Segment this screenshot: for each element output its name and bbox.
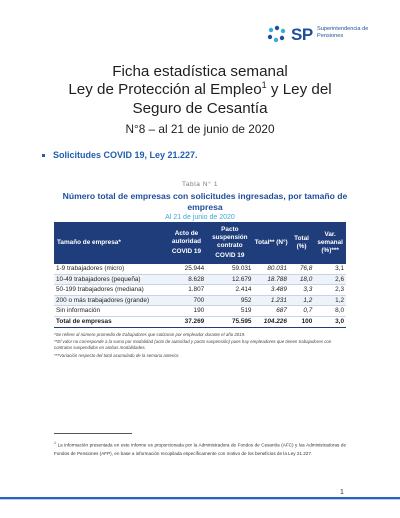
- table-label: Tabla N° 1: [181, 181, 219, 188]
- table-row: [54, 295, 346, 306]
- cell-total-pct: 3,3: [289, 285, 314, 296]
- cell-total-n: 18.788: [253, 274, 288, 285]
- cell-total-n: 104.226: [253, 316, 288, 327]
- title-line-2-pre: Ley de Protección al Empleo: [68, 81, 262, 98]
- cell-total-n: 80.031: [253, 264, 288, 274]
- note-3: ***Variación respecto del total acumulado de la semana anterior.: [54, 352, 180, 358]
- report-number-date: N°8 – al 21 de junio de 2020: [125, 122, 275, 136]
- cell-category: 200 o más trabajadores (grande): [54, 295, 167, 306]
- cell-total-pct: 0,7: [289, 306, 314, 317]
- table-row: [54, 306, 346, 317]
- cell-var: 2,3: [314, 285, 346, 296]
- table-row: [54, 285, 346, 296]
- cell-var: 2,6: [314, 274, 346, 285]
- section-bullet-text: Solicitudes COVID 19, Ley 21.227.: [53, 150, 198, 160]
- cell-total-pct: 100: [289, 316, 314, 327]
- cell-acto: 25.944: [167, 264, 206, 274]
- footnote-text: La información presentada en este informe es proporcionada por la Administradora de Fondos de Cesantía (AFC) y las Administradoras de Fondos de Pensiones (AFP), en base a información recopilada específicamente con motivo de los beneficios de la Ley 21.227.: [54, 442, 347, 456]
- header-total-n: Total** (N°): [253, 222, 288, 264]
- logo-swirl-icon: [265, 24, 289, 46]
- title-line-1: Ficha estadística semanal: [112, 63, 288, 80]
- cell-category: Sin información: [54, 306, 167, 317]
- footnote-ref: 1: [261, 79, 267, 90]
- cell-pacto: 59.031: [206, 264, 253, 274]
- footnote-divider: [54, 433, 132, 434]
- cell-category: Total de empresas: [54, 316, 167, 327]
- header-pacto: [206, 222, 253, 264]
- title-line-2: [0, 80, 400, 99]
- header-pacto-main: Pacto suspensión contrato: [212, 226, 248, 249]
- title-line-2-post: y Ley del: [266, 81, 332, 98]
- cell-pacto: 519: [206, 306, 253, 317]
- superintendencia-logo: [265, 22, 390, 48]
- footnote: [54, 439, 346, 458]
- section-bullet: [42, 150, 198, 160]
- cell-pacto: 952: [206, 295, 253, 306]
- note-2: **El valor no corresponde a la suma por modalidad (acto de autoridad y pacto suspensión) pues hay empleadores que tienen trabajadores con contratos suspendidos en ambas modalidades.: [54, 339, 332, 351]
- cell-var: 1,2: [314, 295, 346, 306]
- cell-pacto: 2.414: [206, 285, 253, 296]
- note-1: *Se refiere al número promedio de trabajadores que cotizaron por empleador durante el año 2019.: [54, 332, 246, 337]
- footer-band-light: [0, 499, 400, 500]
- cell-acto: 190: [167, 306, 206, 317]
- header-pacto-sub: COVID 19: [215, 252, 245, 259]
- logo-sp-text: SP: [291, 25, 313, 44]
- logo-name-text: Superintendencia de Pensiones: [317, 26, 369, 39]
- table-notes: [54, 332, 348, 360]
- header-acto: [167, 222, 206, 264]
- cell-total-pct: 76,8: [289, 264, 314, 274]
- cell-total-n: 687: [253, 306, 288, 317]
- header-var: Var. semanal (%)***: [314, 222, 346, 264]
- companies-table: [54, 222, 346, 328]
- cell-acto: 8.628: [167, 274, 206, 285]
- cell-total-pct: 1,2: [289, 295, 314, 306]
- page-number: 1: [340, 489, 344, 496]
- cell-pacto: 12.679: [206, 274, 253, 285]
- cell-category: 50-199 trabajadores (mediana): [54, 285, 167, 296]
- header-size: Tamaño de empresa*: [54, 222, 167, 264]
- cell-category: 1-9 trabajadores (micro): [54, 264, 167, 274]
- cell-acto: 37.269: [167, 316, 206, 327]
- table-row: [54, 264, 346, 274]
- bullet-icon: [42, 154, 45, 157]
- cell-var: 3,1: [314, 264, 346, 274]
- cell-var: 8,0: [314, 306, 346, 317]
- footnote-mark: 1: [54, 441, 56, 445]
- cell-acto: 700: [167, 295, 206, 306]
- cell-total-n: 3.489: [253, 285, 288, 296]
- table-row: [54, 274, 346, 285]
- title-line-3: Seguro de Cesantía: [132, 100, 268, 117]
- table-total-row: [54, 316, 346, 327]
- cell-total-pct: 18,0: [289, 274, 314, 285]
- table-header-row: [54, 222, 346, 264]
- table-title: Número total de empresas con solicitudes ingresadas, por tamaño de empresa: [62, 191, 348, 212]
- cell-category: 10-49 trabajadores (pequeña): [54, 274, 167, 285]
- cell-total-n: 1.231: [253, 295, 288, 306]
- cell-acto: 1.807: [167, 285, 206, 296]
- table-date: Al 21 de junio de 2020: [165, 214, 235, 221]
- header-acto-main: Acto de autoridad: [171, 230, 202, 245]
- cell-pacto: 75.595: [206, 316, 253, 327]
- header-acto-sub: COVID 19: [171, 248, 202, 255]
- header-total-pct: Total (%): [289, 222, 314, 264]
- cell-var: 3,0: [314, 316, 346, 327]
